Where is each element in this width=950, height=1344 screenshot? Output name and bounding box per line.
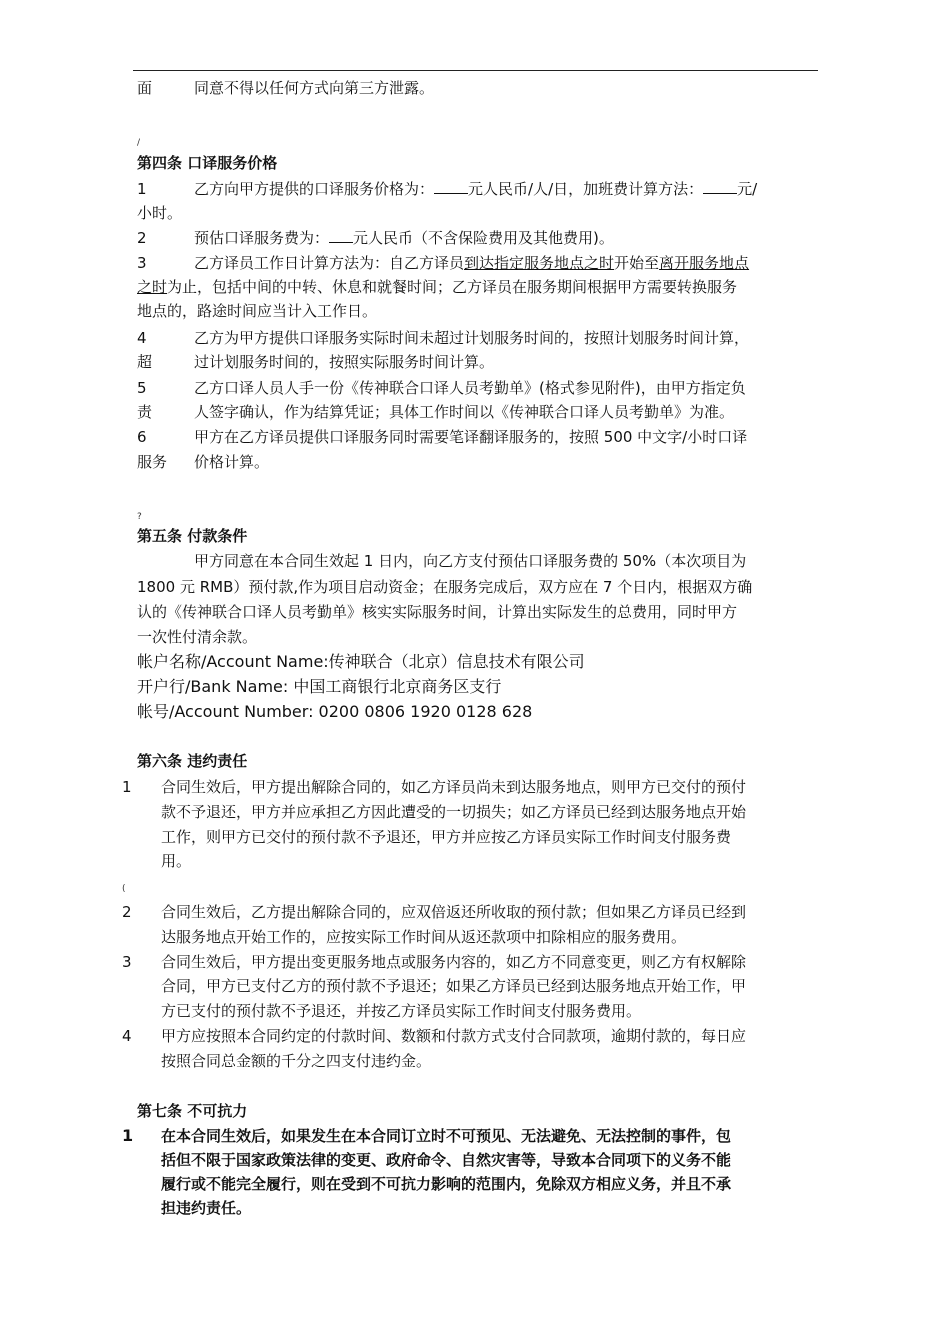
art4-clause4-line2: 过计划服务时间的，按照实际服务时间计算。: [194, 353, 495, 371]
art4-clause3-num: 3: [137, 254, 147, 272]
art7-clause1-num: 1: [122, 1126, 134, 1145]
art5-para-line2: 1800 元 RMB）预付款,作为项目启动资金；在服务完成后，双方应在 7 个日内，根据双方确: [137, 578, 753, 596]
art4-clause6-num2: 服务: [137, 453, 168, 471]
art6-clause1-line4: 用。: [161, 852, 192, 870]
art4-clause4-line1: 乙方为甲方提供口译服务实际时间未超过计划服务时间的，按照计划服务时间计算，: [194, 329, 750, 347]
art6-clause3-line3: 方已支付的预付款不予退还，并按乙方译员实际工作时间支付服务费用。: [161, 1002, 642, 1020]
art4-clause5-line2: 人签字确认，作为结算凭证；具体工作时间以《传神联合口译人员考勤单》为准。: [194, 403, 735, 421]
article-6-title: 第六条 违约责任: [137, 752, 248, 770]
art4-clause4-num: 4: [137, 329, 147, 347]
art4-clause5-num: 5: [137, 379, 147, 397]
art4-clause2-num: 2: [137, 229, 147, 247]
art6-clause3-line2: 合同，甲方已支付乙方的预付款不予退还；如果乙方译员已经到达服务地点开始工作，甲: [161, 977, 747, 995]
intro-num: 面: [137, 79, 153, 97]
art6-clause4-line2: 按照合同总金额的千分之四支付违约金。: [161, 1052, 432, 1070]
art4-clause5-line1: 乙方口译人员人手一份《传神联合口译人员考勤单》(格式参见附件)，由甲方指定负: [194, 379, 746, 397]
art4-clause2-line1: 预估口译服务费为： 元人民币（不含保险费用及其他费用)。: [194, 229, 614, 247]
art6-clause2-line1: 合同生效后，乙方提出解除合同的，应双倍返还所收取的预付款；但如果乙方译员已经到: [161, 903, 747, 921]
header-rule: [133, 70, 818, 71]
overtime-blank: [703, 179, 737, 194]
art6-clause3-line1: 合同生效后，甲方提出变更服务地点或服务内容的，如乙方不同意变更，则乙方有权解除: [161, 953, 747, 971]
art5-para-line4: 一次性付清余款。: [137, 628, 258, 646]
art6-clause1-line1: 合同生效后，甲方提出解除合同的，如乙方译员尚未到达服务地点，则甲方已交付的预付: [161, 778, 747, 796]
stray-mark-2: ?: [137, 512, 142, 522]
art4-clause1-num: 1: [137, 180, 147, 198]
art6-clause2-num: 2: [122, 903, 132, 921]
art6-clause4-num: 4: [122, 1027, 132, 1045]
art4-clause6-num: 6: [137, 428, 147, 446]
art4-clause1-line1: 乙方向甲方提供的口译服务价格为： 元人民币/人/日，加班费计算方法： 元/: [194, 180, 758, 198]
art7-clause1-line4: 担违约责任。: [161, 1199, 252, 1217]
art4-clause1-line2: 小时。: [137, 204, 183, 222]
estimate-blank: [329, 228, 353, 243]
art7-clause1-line2: 括但不限于国家政策法律的变更、政府命令、自然灾害等，导致本合同项下的义务不能: [161, 1151, 732, 1169]
intro-text: 同意不得以任何方式向第三方泄露。: [194, 79, 435, 97]
art4-clause3-line2: 之时为止，包括中间的中转、休息和就餐时间；乙方译员在服务期间根据甲方需要转换服务: [137, 278, 738, 296]
art5-para-line1: 甲方同意在本合同生效起 1 日内，向乙方支付预估口译服务费的 50%（本次项目为: [194, 552, 747, 570]
art6-clause1-line3: 工作，则甲方已交付的预付款不予退还，甲方并应按乙方译员实际工作时间支付服务费: [161, 828, 732, 846]
art4-clause3-line1: 乙方译员工作日计算方法为：自乙方译员到达指定服务地点之时开始至离开服务地点: [194, 254, 750, 272]
art6-clause1-line2: 款不予退还，甲方并应承担乙方因此遭受的一切损失；如乙方译员已经到达服务地点开始: [161, 803, 747, 821]
art7-clause1-line3: 履行或不能完全履行，则在受到不可抗力影响的范围内，免除双方相应义务，并且不承: [161, 1175, 732, 1193]
article-7-title: 第七条 不可抗力: [137, 1102, 248, 1120]
art6-clause2-line2: 达服务地点开始工作的，应按实际工作时间从返还款项中扣除相应的服务费用。: [161, 928, 687, 946]
art4-clause6-line2: 价格计算。: [194, 453, 270, 471]
price-blank: [434, 179, 468, 194]
art6-clause3-num: 3: [122, 953, 132, 971]
bank-name: 开户行/Bank Name: 中国工商银行北京商务区支行: [137, 677, 502, 696]
art5-para-line3: 认的《传神联合口译人员考勤单》核实实际服务时间，计算出实际发生的总费用，同时甲方: [137, 603, 738, 621]
account-number: 帐号/Account Number: 0200 0806 1920 0128 628: [137, 702, 533, 721]
art4-clause4-num2: 超: [137, 353, 153, 371]
art4-clause3-line3: 地点的，路途时间应当计入工作日。: [137, 302, 378, 320]
account-name: 帐户名称/Account Name:传神联合（北京）信息技术有限公司: [137, 652, 585, 671]
article-5-title: 第五条 付款条件: [137, 527, 248, 545]
article-4-title: 第四条 口译服务价格: [137, 154, 278, 172]
art7-clause1-line1: 在本合同生效后，如果发生在本合同订立时不可预见、无法避免、无法控制的事件，包: [161, 1127, 732, 1145]
art4-clause6-line1: 甲方在乙方译员提供口译服务同时需要笔译翻译服务的，按照 500 中文字/小时口译: [194, 428, 748, 446]
stray-mark-3: (: [122, 884, 126, 894]
art4-clause5-num2: 责: [137, 403, 153, 421]
art6-clause1-num: 1: [122, 778, 132, 796]
art6-clause4-line1: 甲方应按照本合同约定的付款时间、数额和付款方式支付合同款项，逾期付款的，每日应: [161, 1027, 747, 1045]
stray-mark-1: /: [137, 138, 141, 148]
